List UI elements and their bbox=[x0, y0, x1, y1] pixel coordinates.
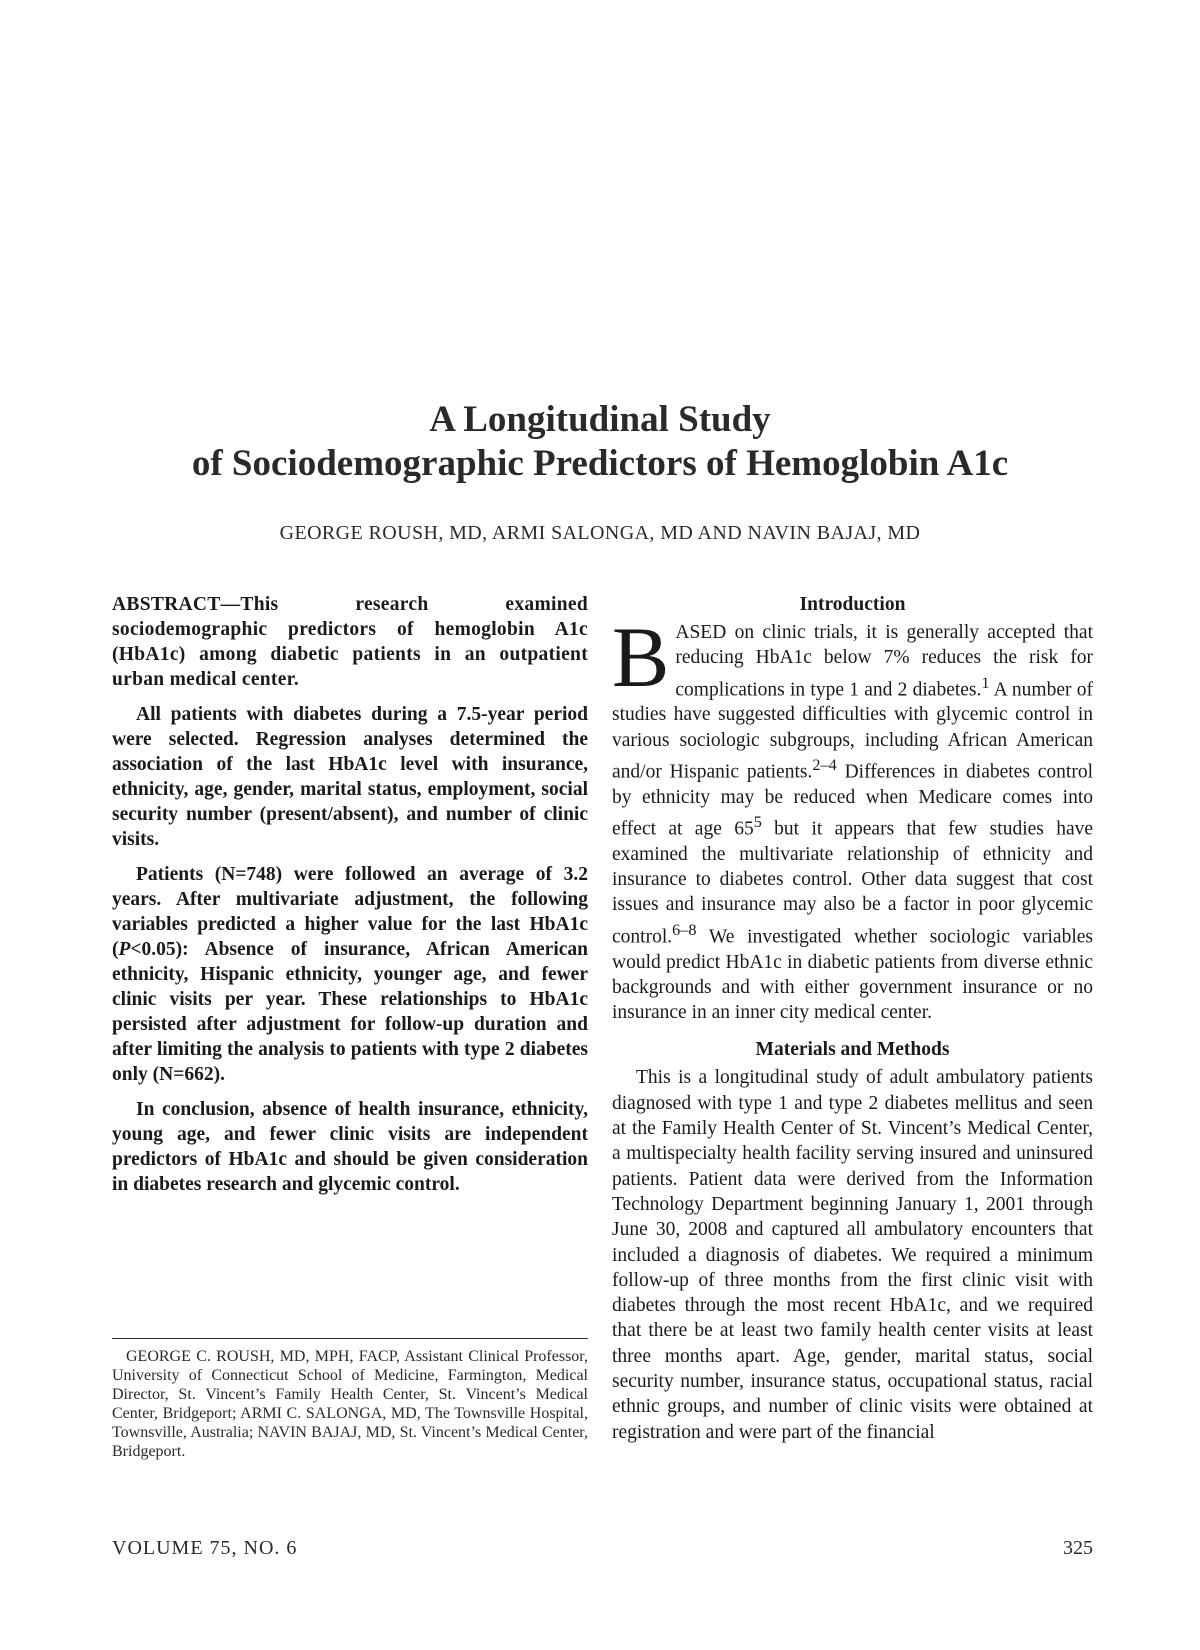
citation-5: 5 bbox=[753, 813, 762, 832]
article-body bbox=[612, 592, 1093, 1457]
article-title bbox=[100, 398, 1100, 486]
introduction-paragraph bbox=[612, 609, 1094, 1025]
citation-1: 1 bbox=[981, 673, 990, 692]
title-line-2: of Sociodemographic Predictors of Hemoglobin A1c bbox=[191, 443, 1009, 484]
methods-paragraph: This is a longitudinal study of adult ambulatory patients diagnosed with type 1 and type 2 diabetes mellitus and seen at the Family Health Center of St. Vincent’s Medical Center, a multispecialty health facility serving insured and uninsured patients. Patient data were derived from the Information Technology Department beginning January 1, 2001 through June 30, 2008 and captured all ambulatory encounters that included a diagnosis of diabetes. We required a minimum follow-up of three months from the first clinic visit with diabetes through the most recent HbA1c, and we required that there be at least two family health center visits at least three months apart. Age, gender, marital status, social security number, insurance status, occupational status, racial ethnic groups, and number of clinic visits were obtained at registration and were part of the financial bbox=[612, 1067, 1093, 1443]
abstract bbox=[112, 592, 588, 1207]
abstract-paragraph-2: All patients with diabetes during a 7.5-year period were selected. Regression analyses determined the association of the last HbA1c level with insurance, ethnicity, age, gender, marital status, employment, social security number (present/absent), and number of clinic visits. bbox=[112, 704, 588, 850]
citation-2-4: 2–4 bbox=[812, 755, 837, 774]
page-number: 325 bbox=[1063, 1537, 1093, 1559]
abstract-paragraph-3 bbox=[112, 862, 588, 1087]
intro-text-2: A number of studies have suggested difficulties with glycemic control in various sociologic subgroups, including African American and/or Hispanic patients. bbox=[612, 679, 1093, 783]
abstract-p3-end: <0.05): Absence of insurance, African American ethnicity, Hispanic ethnicity, younger age, and fewer clinic visits per year. These relationships to HbA1c persisted after adjustment for follow-up duration and after limiting the analysis to patients with type 2 diabetes only (N=662). bbox=[112, 939, 588, 1085]
intro-lead-word: ASED bbox=[675, 622, 727, 643]
volume-footer: VOLUME 75, NO. 6 bbox=[112, 1537, 298, 1559]
p-value-symbol: P bbox=[118, 939, 131, 960]
drop-cap: B bbox=[612, 609, 670, 705]
footnote-divider bbox=[112, 1338, 588, 1339]
abstract-paragraph-4: In conclusion, absence of health insurance, ethnicity, young age, and fewer clinic visits are independent predictors of HbA1c and should be given consideration in diabetes research and glycemic control. bbox=[112, 1099, 588, 1195]
intro-text-3: Differences in diabetes control by ethnicity may be reduced when Medicare comes into effect at age 65 bbox=[612, 761, 1093, 840]
section-heading-methods: Materials and Methods bbox=[755, 1039, 950, 1061]
intro-text-1: on clinic trials, it is generally accepted that reducing HbA1c below 7% reduces the risk for complications in type 1 and 2 diabetes. bbox=[675, 622, 1093, 701]
author-byline: GEORGE ROUSH, MD, ARMI SALONGA, MD AND NAVIN BAJAJ, MD bbox=[279, 522, 921, 544]
section-heading-introduction: Introduction bbox=[799, 594, 906, 615]
intro-text-5: We investigated whether sociologic variables would predict HbA1c in diabetic patients from diverse ethnic backgrounds and with either government insurance or no insurance in an inner city medical center. bbox=[612, 926, 1093, 1024]
intro-text-4: but it appears that few studies have examined the multivariate relationship of ethnicity and insurance to diabetes control. Other data suggest that cost issues and insurance may also be a factor in poor glycemic control. bbox=[612, 818, 1094, 948]
citation-6-8: 6–8 bbox=[672, 920, 697, 939]
abstract-p3-start: Patients (N=748) were followed an average of 3.2 years. After multivariate adjustment, the following variables predicted a higher value for the last HbA1c ( bbox=[112, 864, 588, 960]
author-affiliations-footnote: GEORGE C. ROUSH, MD, MPH, FACP, Assistant Clinical Professor, University of Connecticut School of Medicine, Farmington, Medical Director, St. Vincent’s Family Health Center, St. Vincent’s Medical Center, Bridgeport; ARMI C. SALONGA, MD, The Townsville Hospital, Townsville, Australia; NAVIN BAJAJ, MD, St. Vincent’s Medical Center, Bridgeport. bbox=[112, 1348, 588, 1460]
title-line-1: A Longitudinal Study bbox=[429, 399, 771, 440]
abstract-paragraph-1: ABSTRACT—This research examined sociodemographic predictors of hemoglobin A1c (HbA1c) among diabetic patients in an outpatient urban medical center. bbox=[112, 594, 588, 690]
